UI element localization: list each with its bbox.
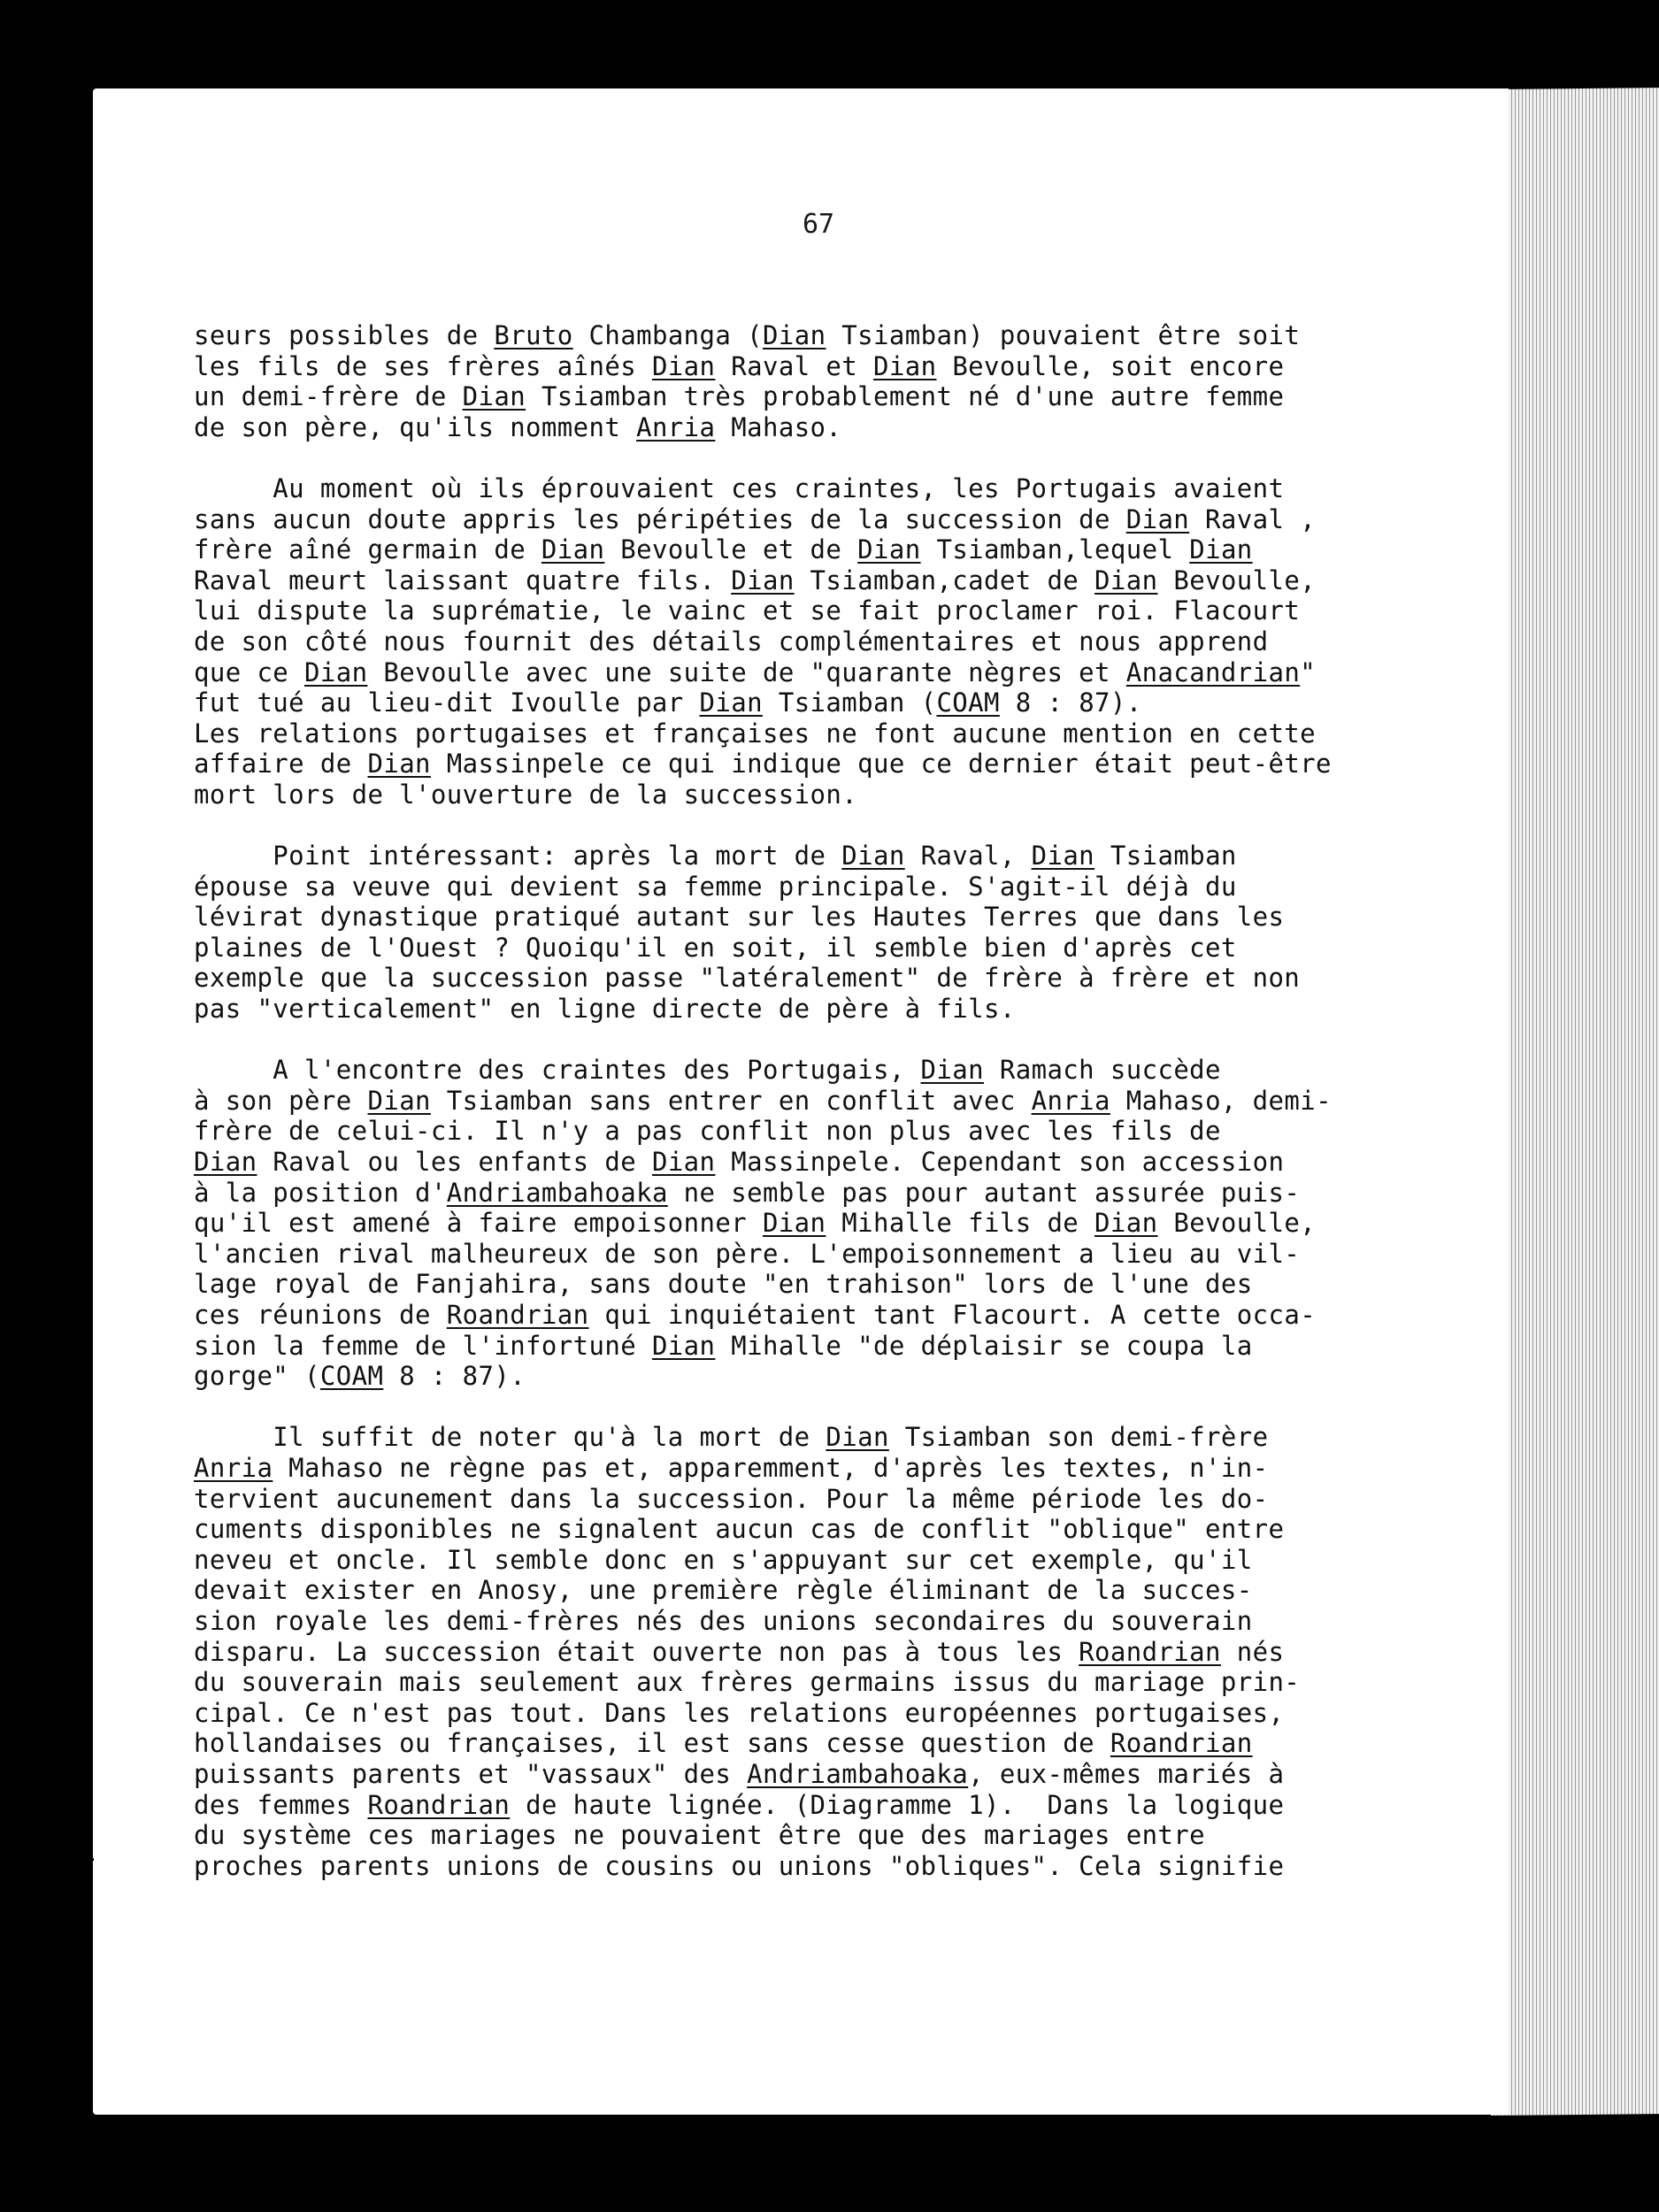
text-line [194,595,1432,626]
underlined-term: Anria [636,411,716,442]
text-segment: sion royale les demi-frères nés des unions secondaires du souverain [194,1605,1253,1636]
text-segment: Bevoulle et de [604,534,858,565]
underlined-term: Dian [541,534,605,565]
text-segment: épouse sa veuve qui devient sa femme principale. S'agit-il déjà du [194,871,1237,902]
text-line [194,565,1432,596]
text-segment: A l'encontre des craintes des Portugais, [194,1055,921,1086]
underlined-term: Dian [699,687,763,718]
text-segment: de haute lignée. (Diagramme 1). Dans la logique [510,1789,1285,1820]
text-segment: Mahaso ne règne pas et, apparemment, d'après les textes, n'in- [273,1452,1269,1483]
text-segment: Les relations portugaises et françaises ne font aucune mention en cette [194,718,1317,749]
text-segment: Raval ou les enfants de [257,1147,652,1178]
underlined-term: Bruto [494,320,573,350]
text-segment: affaire de [194,749,368,780]
text-line [194,1637,1432,1668]
text-segment: Tsiamban très probablement né d'une autre femme [526,381,1285,412]
page-number: 67 [802,209,835,240]
text-segment: lévirat dynastique pratiqué autant sur les Hautes Terres que dans les [194,902,1285,933]
text-segment: pas "verticalement" en ligne directe de père à fils. [194,994,1016,1025]
text-segment: 8 : 87). [999,687,1142,718]
text-segment: seurs possibles de [194,320,495,350]
text-segment: qu'il est amené à faire empoisonner [194,1208,763,1239]
text-line [194,351,1432,382]
text-line [194,1575,1432,1606]
underlined-term: Anria [194,1452,273,1483]
text-line [194,1147,1432,1178]
underlined-term: COAM [319,1361,384,1392]
text-segment: Bevoulle, soit encore [936,350,1285,381]
underlined-term: Dian [194,1147,257,1178]
book [93,88,1566,2115]
underlined-term: Roandrian [1110,1728,1253,1759]
text-segment: Bevoulle, [1157,1208,1317,1239]
text-segment: Tsiamban,cadet de [794,565,1095,595]
text-line [194,1331,1432,1362]
text-line [194,1116,1432,1147]
text-segment: ces réunions de [194,1300,447,1330]
text-line [194,504,1432,535]
text-line [194,1790,1432,1821]
text-segment: Mahaso, demi- [1110,1085,1332,1116]
text-segment: cuments disponibles ne signalent aucun cas de conflit "oblique" entre [194,1514,1285,1545]
text-line [194,687,1432,718]
underlined-term: Dian [304,657,368,687]
text-segment: 8 : 87). [383,1361,526,1392]
underlined-term: Dian [367,749,431,780]
text-segment: " [1300,657,1317,687]
text-segment: du système ces mariages ne pouvaient être que des mariages entre [194,1820,1206,1851]
text-segment: neveu et oncle. Il semble donc en s'appuyant sur cet exemple, qu'il [194,1544,1253,1575]
paragraph-gap [194,1392,1432,1423]
underlined-term: Dian [731,565,795,595]
text-line [194,1484,1432,1515]
text-segment: sans aucun doute appris les péripéties de la succession de [194,503,1126,534]
text-line [194,1759,1432,1790]
text-line [194,1514,1432,1545]
text-segment: Mihalle fils de [826,1208,1095,1239]
text-line [194,1269,1432,1300]
underlined-term: Dian [841,841,905,872]
text-segment: Chambanga ( [572,320,763,350]
text-segment: des femmes [194,1789,368,1820]
text-segment: tervient aucunement dans la succession. Pour la même période les do- [194,1483,1269,1514]
text-line [194,841,1432,872]
text-segment: fut tué au lieu-dit Ivoulle par [194,687,700,718]
text-segment: hollandaises ou françaises, il est sans cesse question de [194,1728,1110,1759]
underlined-term: Anria [1031,1085,1110,1116]
text-line [194,1545,1432,1576]
underlined-term: COAM [936,687,1000,718]
text-segment: frère aîné germain de [194,534,541,565]
text-line [194,902,1432,933]
underlined-term: Dian [1094,1208,1158,1239]
text-line [194,626,1432,657]
text-line [194,534,1432,565]
text-segment: plaines de l'Ouest ? Quoiqu'il en soit, il semble bien d'après cet [194,932,1237,963]
text-segment: frère de celui-ci. Il n'y a pas conflit non plus avec les fils de [194,1116,1221,1147]
text-segment: proches parents unions de cousins ou unions "obliques". Cela signifie [194,1850,1285,1881]
margin-mark [81,1858,94,1861]
text-segment: Raval , [1189,503,1317,534]
text-segment: disparu. La succession était ouverte non pas à tous les [194,1636,1079,1667]
text-segment: un demi-frère de [194,381,463,412]
underlined-term: Roandrian [446,1300,589,1330]
text-line [194,657,1432,688]
text-segment: lage royal de Fanjahira, sans doute "en trahison" lors de l'une des [194,1269,1253,1300]
underlined-term: Dian [367,1085,431,1116]
text-segment: à son père [194,1085,368,1116]
text-line [194,933,1432,964]
text-line [194,963,1432,994]
text-segment: Mahaso. [715,411,842,442]
text-line [194,1086,1432,1117]
underlined-term: Dian [1094,565,1158,595]
text-segment: Tsiamban son demi-frère [888,1422,1269,1453]
text-segment: qui inquiétaient tant Flacourt. A cette occa- [588,1300,1317,1330]
text-line [194,1239,1432,1270]
text-line [194,1055,1432,1086]
text-segment: cipal. Ce n'est pas tout. Dans les relations européennes portugaises, [194,1697,1285,1728]
underlined-term: Dian [462,381,526,412]
underlined-term: Anacandrian [1125,657,1301,687]
underlined-term: Dian [873,350,937,381]
text-segment: Tsiamban ( [762,687,937,718]
text-segment: Raval meurt laissant quatre fils. [194,565,732,595]
page [93,88,1509,2115]
text-segment: devait exister en Anosy, une première règle éliminant de la succes- [194,1575,1253,1606]
text-line [194,1606,1432,1637]
text-line [194,1300,1432,1331]
text-segment: Au moment où ils éprouvaient ces craintes, les Portugais avaient [194,472,1285,503]
text-line [194,749,1432,780]
text-segment: Ramach succède [984,1055,1221,1086]
text-segment: Tsiamban) pouvaient être soit [826,320,1301,350]
paragraph-gap [194,1025,1432,1056]
text-segment: l'ancien rival malheureux de son père. L'empoisonnement a lieu au vil- [194,1238,1301,1269]
underlined-term: Dian [857,534,921,565]
text-line [194,780,1432,810]
underlined-term: Dian [762,1208,826,1239]
underlined-term: Dian [651,1147,716,1178]
text-segment: Raval et [715,350,873,381]
text-segment: Point intéressant: après la mort de [194,841,842,872]
underlined-term: Dian [1125,503,1190,534]
text-segment: Bevoulle, [1157,565,1317,595]
text-segment: sion la femme de l'infortuné [194,1330,652,1361]
text-segment: à la position d' [194,1177,447,1208]
text-segment: , eux-mêmes mariés à [968,1758,1285,1789]
text-line [194,994,1432,1025]
text-segment: que ce [194,657,305,687]
text-segment: du souverain mais seulement aux frères germains issus du mariage prin- [194,1667,1301,1698]
underlined-term: Dian [920,1055,984,1086]
text-segment: de son père, qu'ils nomment [194,411,637,442]
underlined-term: Roandrian [1079,1636,1221,1667]
text-line [194,1820,1432,1851]
underlined-term: Dian [1189,534,1253,565]
text-segment: Raval, [904,841,1032,872]
text-segment: Massinpele ce qui indique que ce dernier était peut-être [430,749,1332,780]
text-segment: Il suffit de noter qu'à la mort de [194,1422,826,1453]
text-segment: de son côté nous fournit des détails complémentaires et nous apprend [194,626,1269,657]
text-line [194,1361,1432,1392]
text-segment: Mihalle "de déplaisir se coupa la [715,1330,1253,1361]
text-segment: gorge" ( [194,1361,320,1392]
underlined-term: Andriambahoaka [446,1177,668,1208]
text-line [194,1208,1432,1239]
text-segment: Tsiamban [1094,841,1237,872]
text-segment: mort lors de l'ouverture de la succession. [194,779,858,810]
paragraph-gap [194,442,1432,473]
text-line [194,1851,1432,1882]
underlined-term: Dian [651,1330,716,1361]
text-line [194,473,1432,504]
text-line [194,718,1432,749]
page-edges [1491,88,1659,2116]
text-segment: puissants parents et "vassaux" des [194,1758,748,1789]
underlined-term: Roandrian [367,1789,511,1820]
text-line [194,1422,1432,1453]
text-segment: Massinpele. Cependant son accession [715,1147,1285,1178]
text-segment: Tsiamban,lequel [920,534,1190,565]
text-segment: les fils de ses frères aînés [194,350,652,381]
text-segment: exemple que la succession passe "latéralement" de frère à frère et non [194,963,1301,994]
text-segment: Bevoulle avec une suite de "quarante nègres et [367,657,1126,687]
text-line [194,381,1432,412]
text-line [194,1453,1432,1484]
text-line [194,412,1432,443]
text-line [194,872,1432,902]
text-line [194,1667,1432,1698]
text-segment: nés [1220,1636,1285,1667]
paragraph-gap [194,810,1432,841]
text-line [194,1698,1432,1729]
text-line [194,320,1432,351]
underlined-term: Dian [762,320,826,350]
underlined-term: Dian [826,1422,889,1453]
text-segment: lui dispute la suprématie, le vainc et se fait proclamer roi. Flacourt [194,595,1301,626]
underlined-term: Andriambahoaka [747,1758,969,1789]
text-line [194,1728,1432,1759]
text-line [194,1178,1432,1209]
text-segment: ne semble pas pour autant assurée puis- [667,1177,1301,1208]
underlined-term: Dian [651,350,716,381]
text-body [194,320,1432,1881]
text-segment: Tsiamban sans entrer en conflit avec [430,1085,1032,1116]
underlined-term: Dian [1031,841,1095,872]
